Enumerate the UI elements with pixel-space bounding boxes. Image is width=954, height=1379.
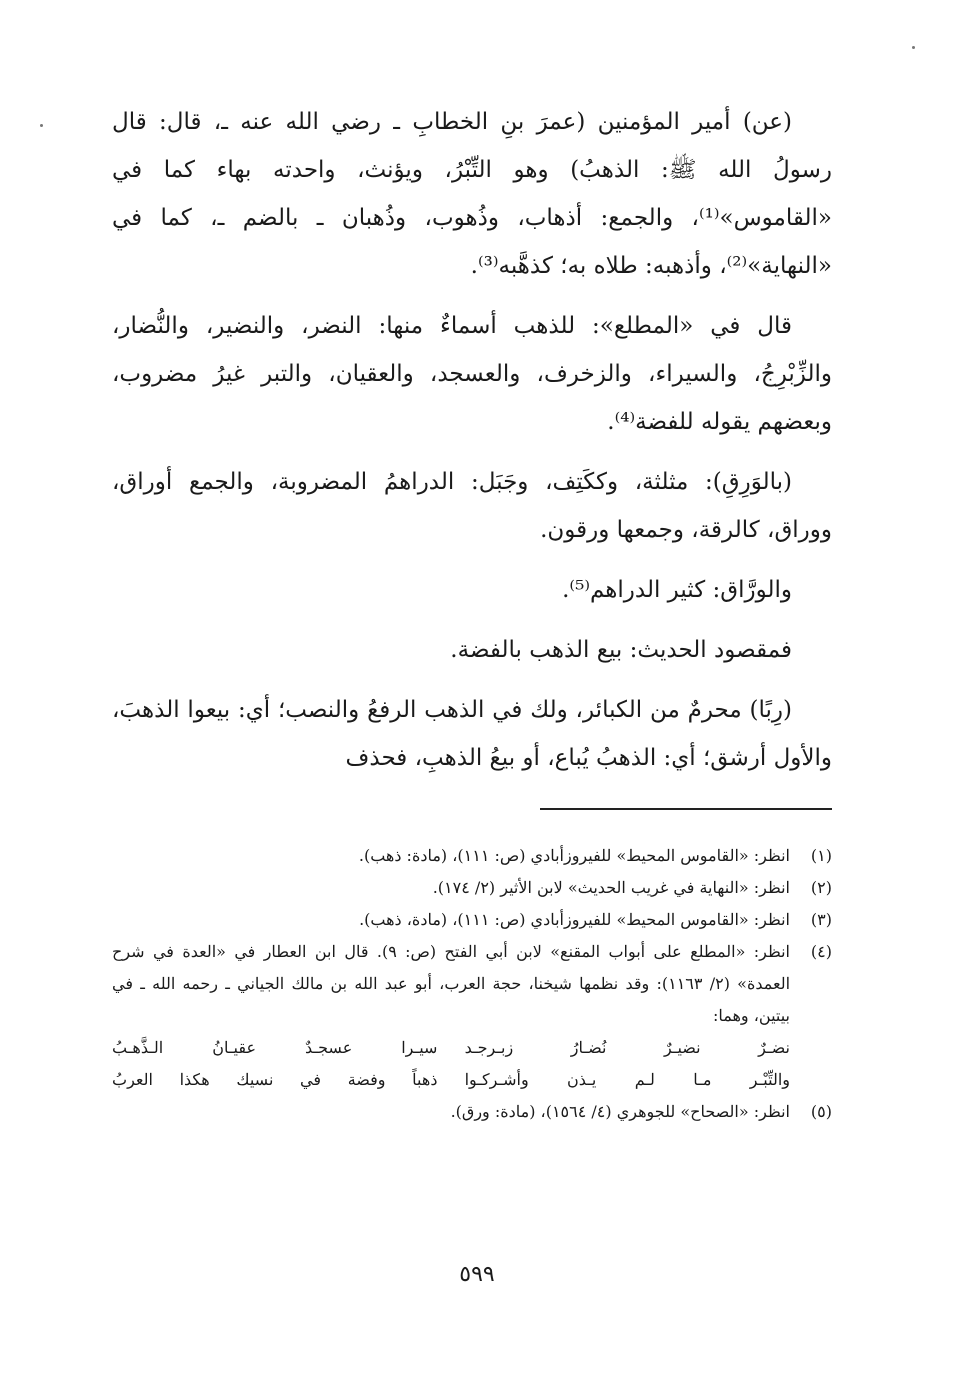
paragraph: (رِبًا) محرمٌ من الكبائر، ولك في الذهب الرفعُ والنصب؛ أي: بيعوا الذهبَ، والأول أرشق؛ أي: الذهبُ يُباع، أو بيعُ الذهبِ، فحذف — [112, 697, 832, 771]
verse-hemistich-right: نضـرٌ نضيـرٌ نُضـارُ زبـرجـد — [464, 1038, 790, 1057]
footnote-number: (٥) — [810, 1102, 832, 1121]
margin-dot — [40, 124, 43, 127]
footnote — [112, 872, 832, 904]
footnote-text: انظر: «النهاية في غريب الحديث» لابن الأثير (٢/ ١٧٤). — [432, 878, 790, 897]
margin-dot — [912, 46, 915, 49]
paragraph: قال في «المطلع»: للذهب أسماءٌ منها: النضر، والنضير، والنُّضار، والزِّبْرِجُ، والسيراء، والزخرف، والعسجد، والعقيان، والتبر غيرُ مضروب، وبعضهم يقوله للفضة⁽⁴⁾. — [112, 313, 832, 435]
footnote-number: (٤) — [810, 942, 832, 961]
verse-hemistich-left: سيـرا عسجـدٌ عقيـانُ الـذَّهـبُ — [112, 1038, 438, 1057]
footnote-number: (٢) — [810, 878, 832, 897]
verse-line — [112, 1064, 832, 1096]
footnote-text: انظر: «القاموس المحيط» للفيروزأبادي (ص: ١١١)، (مادة: ذهب). — [358, 846, 790, 865]
footnote-number: (٣) — [810, 910, 832, 929]
footnote-separator — [540, 808, 832, 810]
footnote — [112, 904, 832, 936]
paragraph: (بالوَرِقِ): مثلثة، وككَتِف، وجَبَل: الدراهمُ المضروبة، والجمع أوراق، ووراق، كالرقة، وجمعها ورقون. — [112, 469, 832, 543]
footnote — [112, 1096, 832, 1128]
footnote — [112, 840, 832, 872]
footnote-text: انظر: «القاموس المحيط» للفيروزأبادي (ص: ١١١)، (مادة، ذهب). — [359, 910, 790, 929]
verse-line — [112, 1032, 832, 1064]
footnotes — [112, 840, 832, 1128]
paragraph: والورَّاق: كثير الدراهم⁽⁵⁾. — [562, 577, 792, 603]
footnote-text: انظر: «الصحاح» للجوهري (٤/ ١٥٦٤)، (مادة: ورق). — [450, 1102, 790, 1121]
paragraph: (عن) أمير المؤمنين (عمرَ بنِ الخطابِ ـ رضي الله عنه ـ، قال: قال رسولُ الله ﷺ: الذهبُ) وهو التِّبْرُ، ويؤنث، واحدته بهاء كما في «القاموس»⁽¹⁾، والجمع: أذهاب، وذُهوب، وذُهبان ـ بالضم ـ، كما في «النهاية»⁽²⁾، وأذهبه: طلاه به؛ كذهَّبه⁽³⁾. — [112, 109, 832, 279]
footnote — [112, 936, 832, 1032]
verse-hemistich-left: ذهباً وفضة في نسيك هكذا العربُ — [112, 1070, 438, 1089]
verse-hemistich-right: والتِّبْـر مـا لـم يـذن وأشـركـوا — [464, 1070, 790, 1089]
footnote-number: (١) — [810, 846, 832, 865]
paragraph: فمقصود الحديث: بيع الذهب بالفضة. — [450, 637, 792, 663]
footnote-text: انظر: «المطلع على أبواب المقنع» لابن أبي الفتح (ص: ٩). قال ابن العطار في «العدة في شرح العمدة» (٢/ ١١٦٣): وقد نظمها شيخنا، حجة العرب، أبو عبد الله بن مالك الجياني ـ رحمه الله ـ في بيتين، وهما: — [112, 942, 791, 1025]
page-number: ٥٩٩ — [459, 1262, 495, 1287]
main-text — [112, 98, 832, 794]
